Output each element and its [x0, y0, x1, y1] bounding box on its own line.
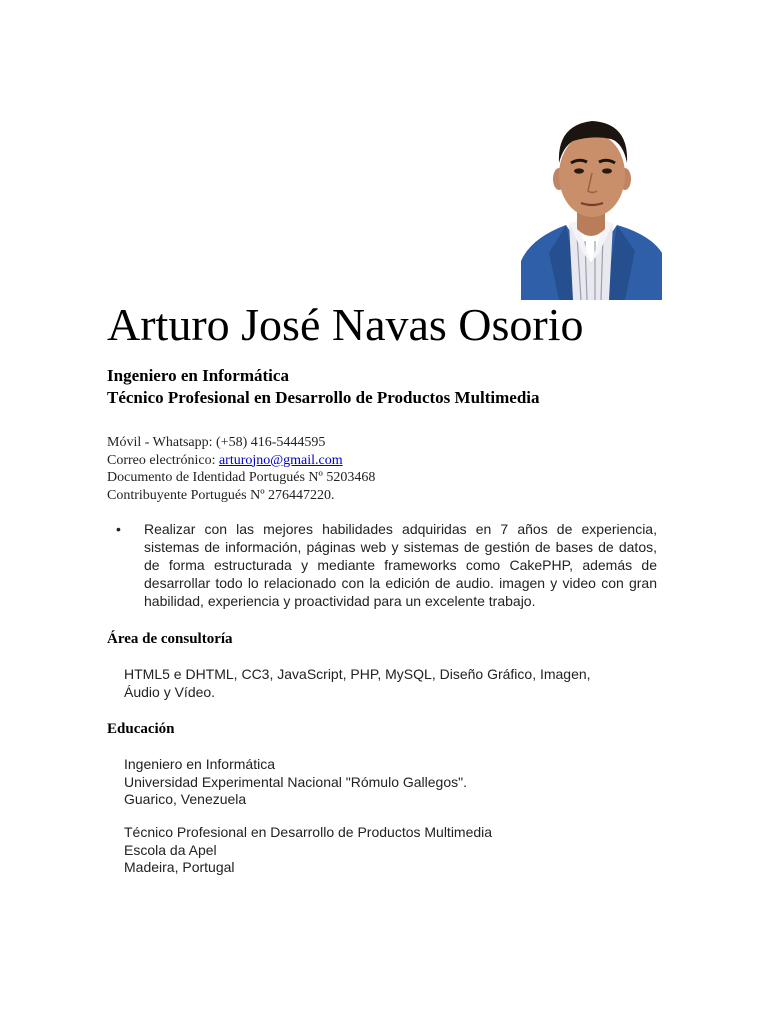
education-institution: Universidad Experimental Nacional "Rómulo Gallegos".: [124, 773, 467, 790]
education-entry-1: [124, 756, 467, 809]
phone-line: Móvil - Whatsapp: (+58) 416-5444595: [107, 435, 326, 450]
education-institution: Escola da Apel: [124, 841, 217, 858]
summary-text: Realizar con las mejores habilidades adquiridas en 7 años de experiencia, sistemas de información, páginas web y sistemas de gestión de bases de datos, de forma estructurada y mediante frameworks como CakePHP, además de desarrollar todo lo relacionado con la edición de audio. imagen y video con gran habilidad, experiencia y proactividad para un excelente trabajo.: [144, 521, 657, 609]
email-line: [107, 452, 375, 470]
consulting-block: [124, 666, 591, 701]
profile-photo: [521, 113, 662, 300]
summary-list-item: [116, 520, 657, 610]
education-location: Guarico, Venezuela: [124, 791, 247, 807]
education-entry-2: [124, 824, 492, 877]
consulting-line: HTML5 e DHTML, CC3, JavaScript, PHP, MySQL, Diseño Gráfico, Imagen,: [124, 666, 591, 682]
email-link[interactable]: arturojno@gmail.com: [218, 452, 343, 468]
id-document-line: Documento de Identidad Portugués Nº 5203468: [107, 470, 376, 486]
education-heading: Educación: [107, 721, 175, 737]
title-line-2: Técnico Profesional en Desarrollo de Productos Multimedia: [107, 388, 540, 407]
consulting-heading: Área de consultoría: [107, 631, 233, 647]
consulting-line: Áudio y Vídeo.: [124, 683, 216, 700]
email-label: Correo electrónico:: [107, 452, 219, 468]
taxpayer-line: Contribuyente Portugués Nº 276447220.: [107, 487, 335, 503]
education-degree: Ingeniero en Informática: [124, 756, 275, 772]
title-line-1: Ingeniero en Informática: [107, 366, 289, 385]
contact-block: [107, 434, 375, 504]
candidate-name: Arturo José Navas Osorio: [107, 299, 584, 350]
profile-photo-icon: [521, 113, 662, 300]
education-location: Madeira, Portugal: [124, 859, 235, 875]
education-degree: Técnico Profesional en Desarrollo de Productos Multimedia: [124, 824, 493, 840]
bullet-icon: •: [116, 521, 121, 537]
